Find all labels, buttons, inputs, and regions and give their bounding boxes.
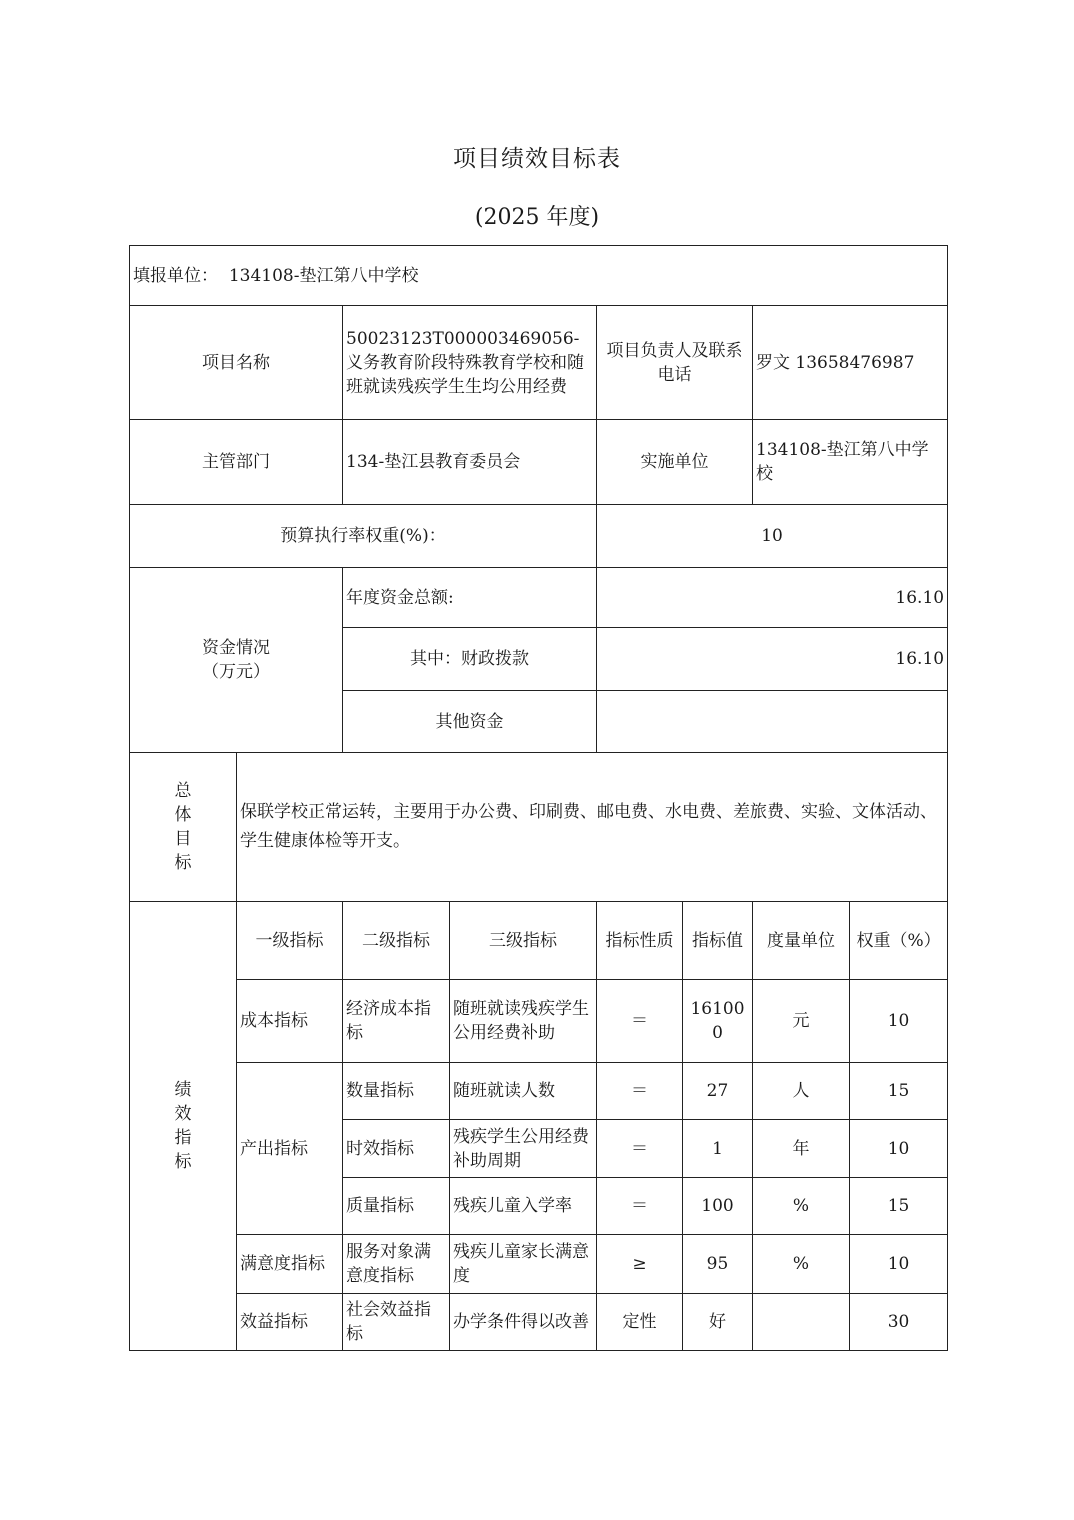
satisfaction-level3: 残疾儿童家长满意度 bbox=[450, 1235, 597, 1294]
funds-total-row bbox=[130, 568, 948, 628]
col-header-unit: 度量单位 bbox=[753, 902, 850, 980]
cost-weight: 10 bbox=[850, 980, 948, 1063]
page-title: 项目绩效目标表 bbox=[453, 146, 621, 172]
output-nature: ＝ bbox=[597, 1178, 683, 1235]
col-header-nature: 指标性质 bbox=[597, 902, 683, 980]
funds-other-label: 其他资金 bbox=[343, 691, 597, 753]
contact-value: 罗文 13658476987 bbox=[753, 306, 948, 420]
output-weight: 10 bbox=[850, 1120, 948, 1178]
output-value: 27 bbox=[683, 1063, 753, 1120]
benefit-level1: 效益指标 bbox=[237, 1294, 343, 1351]
dept-label: 主管部门 bbox=[130, 420, 343, 505]
col-header-level1: 一级指标 bbox=[237, 902, 343, 980]
cost-unit: 元 bbox=[753, 980, 850, 1063]
funds-total-label: 年度资金总额: bbox=[343, 568, 597, 628]
performance-goal-table bbox=[129, 245, 948, 1351]
cost-nature: ＝ bbox=[597, 980, 683, 1063]
output-unit: 年 bbox=[753, 1120, 850, 1178]
perf-header-row bbox=[130, 902, 948, 980]
goal-label-char: 体 bbox=[174, 805, 192, 825]
output-level3: 残疾儿童入学率 bbox=[450, 1178, 597, 1235]
benefit-weight: 30 bbox=[850, 1294, 948, 1351]
cost-value: 161000 bbox=[683, 980, 753, 1063]
unit-row bbox=[130, 246, 948, 306]
cost-level1: 成本指标 bbox=[237, 980, 343, 1063]
dept-value: 134-垫江县教育委员会 bbox=[343, 420, 597, 505]
perf-label-char: 指 bbox=[174, 1128, 192, 1148]
unit-label: 填报单位： bbox=[133, 265, 218, 286]
output-level3: 残疾学生公用经费补助周期 bbox=[450, 1120, 597, 1178]
goal-label bbox=[130, 753, 237, 902]
benefit-value: 好 bbox=[683, 1294, 753, 1351]
perf-row-cost bbox=[130, 980, 948, 1063]
benefit-nature: 定性 bbox=[597, 1294, 683, 1351]
satisfaction-nature: ≥ bbox=[597, 1235, 683, 1294]
satisfaction-level1: 满意度指标 bbox=[237, 1235, 343, 1294]
satisfaction-value: 95 bbox=[683, 1235, 753, 1294]
budget-row bbox=[130, 505, 948, 568]
output-unit: 人 bbox=[753, 1063, 850, 1120]
budget-value: 10 bbox=[597, 505, 948, 568]
output-level3: 随班就读人数 bbox=[450, 1063, 597, 1120]
output-level2: 时效指标 bbox=[343, 1120, 450, 1178]
funds-fiscal-value: 16.10 bbox=[597, 628, 948, 691]
col-header-weight: 权重（%） bbox=[850, 902, 948, 980]
benefit-level3: 办学条件得以改善 bbox=[450, 1294, 597, 1351]
output-weight: 15 bbox=[850, 1178, 948, 1235]
perf-row-output-quantity bbox=[130, 1063, 948, 1120]
impl-unit-value: 134108-垫江第八中学校 bbox=[753, 420, 948, 505]
perf-label bbox=[130, 902, 237, 1351]
funds-fiscal-label: 其中：财政拨款 bbox=[343, 628, 597, 691]
benefit-level2: 社会效益指标 bbox=[343, 1294, 450, 1351]
output-level2: 质量指标 bbox=[343, 1178, 450, 1235]
unit-value: 134108-垫江第八中学校 bbox=[228, 265, 419, 286]
col-header-value: 指标值 bbox=[683, 902, 753, 980]
perf-row-benefit bbox=[130, 1294, 948, 1351]
benefit-unit bbox=[753, 1294, 850, 1351]
funds-total-value: 16.10 bbox=[597, 568, 948, 628]
funds-label-line1: 资金情况 bbox=[202, 638, 270, 658]
perf-label-char: 效 bbox=[174, 1104, 192, 1124]
output-nature: ＝ bbox=[597, 1063, 683, 1120]
output-weight: 15 bbox=[850, 1063, 948, 1120]
budget-label: 预算执行率权重(%)： bbox=[130, 505, 597, 568]
project-row bbox=[130, 306, 948, 420]
goal-text: 保联学校正常运转，主要用于办公费、印刷费、邮电费、水电费、差旅费、实验、文体活动、学生健康体检等开支。 bbox=[237, 753, 948, 902]
project-name-value: 50023123T000003469056-义务教育阶段特殊教育学校和随班就读残疾学生生均公用经费 bbox=[343, 306, 597, 420]
goal-label-char: 标 bbox=[174, 853, 192, 873]
output-value: 100 bbox=[683, 1178, 753, 1235]
funds-label bbox=[130, 568, 343, 753]
impl-unit-label: 实施单位 bbox=[597, 420, 753, 505]
perf-row-satisfaction bbox=[130, 1235, 948, 1294]
satisfaction-weight: 10 bbox=[850, 1235, 948, 1294]
satisfaction-unit: % bbox=[753, 1235, 850, 1294]
output-value: 1 bbox=[683, 1120, 753, 1178]
satisfaction-level2: 服务对象满意度指标 bbox=[343, 1235, 450, 1294]
cost-level2: 经济成本指标 bbox=[343, 980, 450, 1063]
goal-label-char: 目 bbox=[174, 829, 192, 849]
col-header-level2: 二级指标 bbox=[343, 902, 450, 980]
unit-cell bbox=[130, 246, 948, 306]
output-level2: 数量指标 bbox=[343, 1063, 450, 1120]
col-header-level3: 三级指标 bbox=[450, 902, 597, 980]
output-level1: 产出指标 bbox=[237, 1063, 343, 1235]
goal-row bbox=[130, 753, 948, 902]
funds-other-value bbox=[597, 691, 948, 753]
dept-row bbox=[130, 420, 948, 505]
funds-label-line2: （万元） bbox=[202, 662, 270, 682]
output-unit: % bbox=[753, 1178, 850, 1235]
goal-label-char: 总 bbox=[174, 781, 192, 801]
project-name-label: 项目名称 bbox=[130, 306, 343, 420]
output-nature: ＝ bbox=[597, 1120, 683, 1178]
contact-label: 项目负责人及联系电话 bbox=[597, 306, 753, 420]
perf-label-char: 标 bbox=[174, 1152, 192, 1172]
cost-level3: 随班就读残疾学生公用经费补助 bbox=[450, 980, 597, 1063]
perf-label-char: 绩 bbox=[174, 1080, 192, 1100]
page-subtitle-year: (2025 年度) bbox=[474, 205, 600, 230]
